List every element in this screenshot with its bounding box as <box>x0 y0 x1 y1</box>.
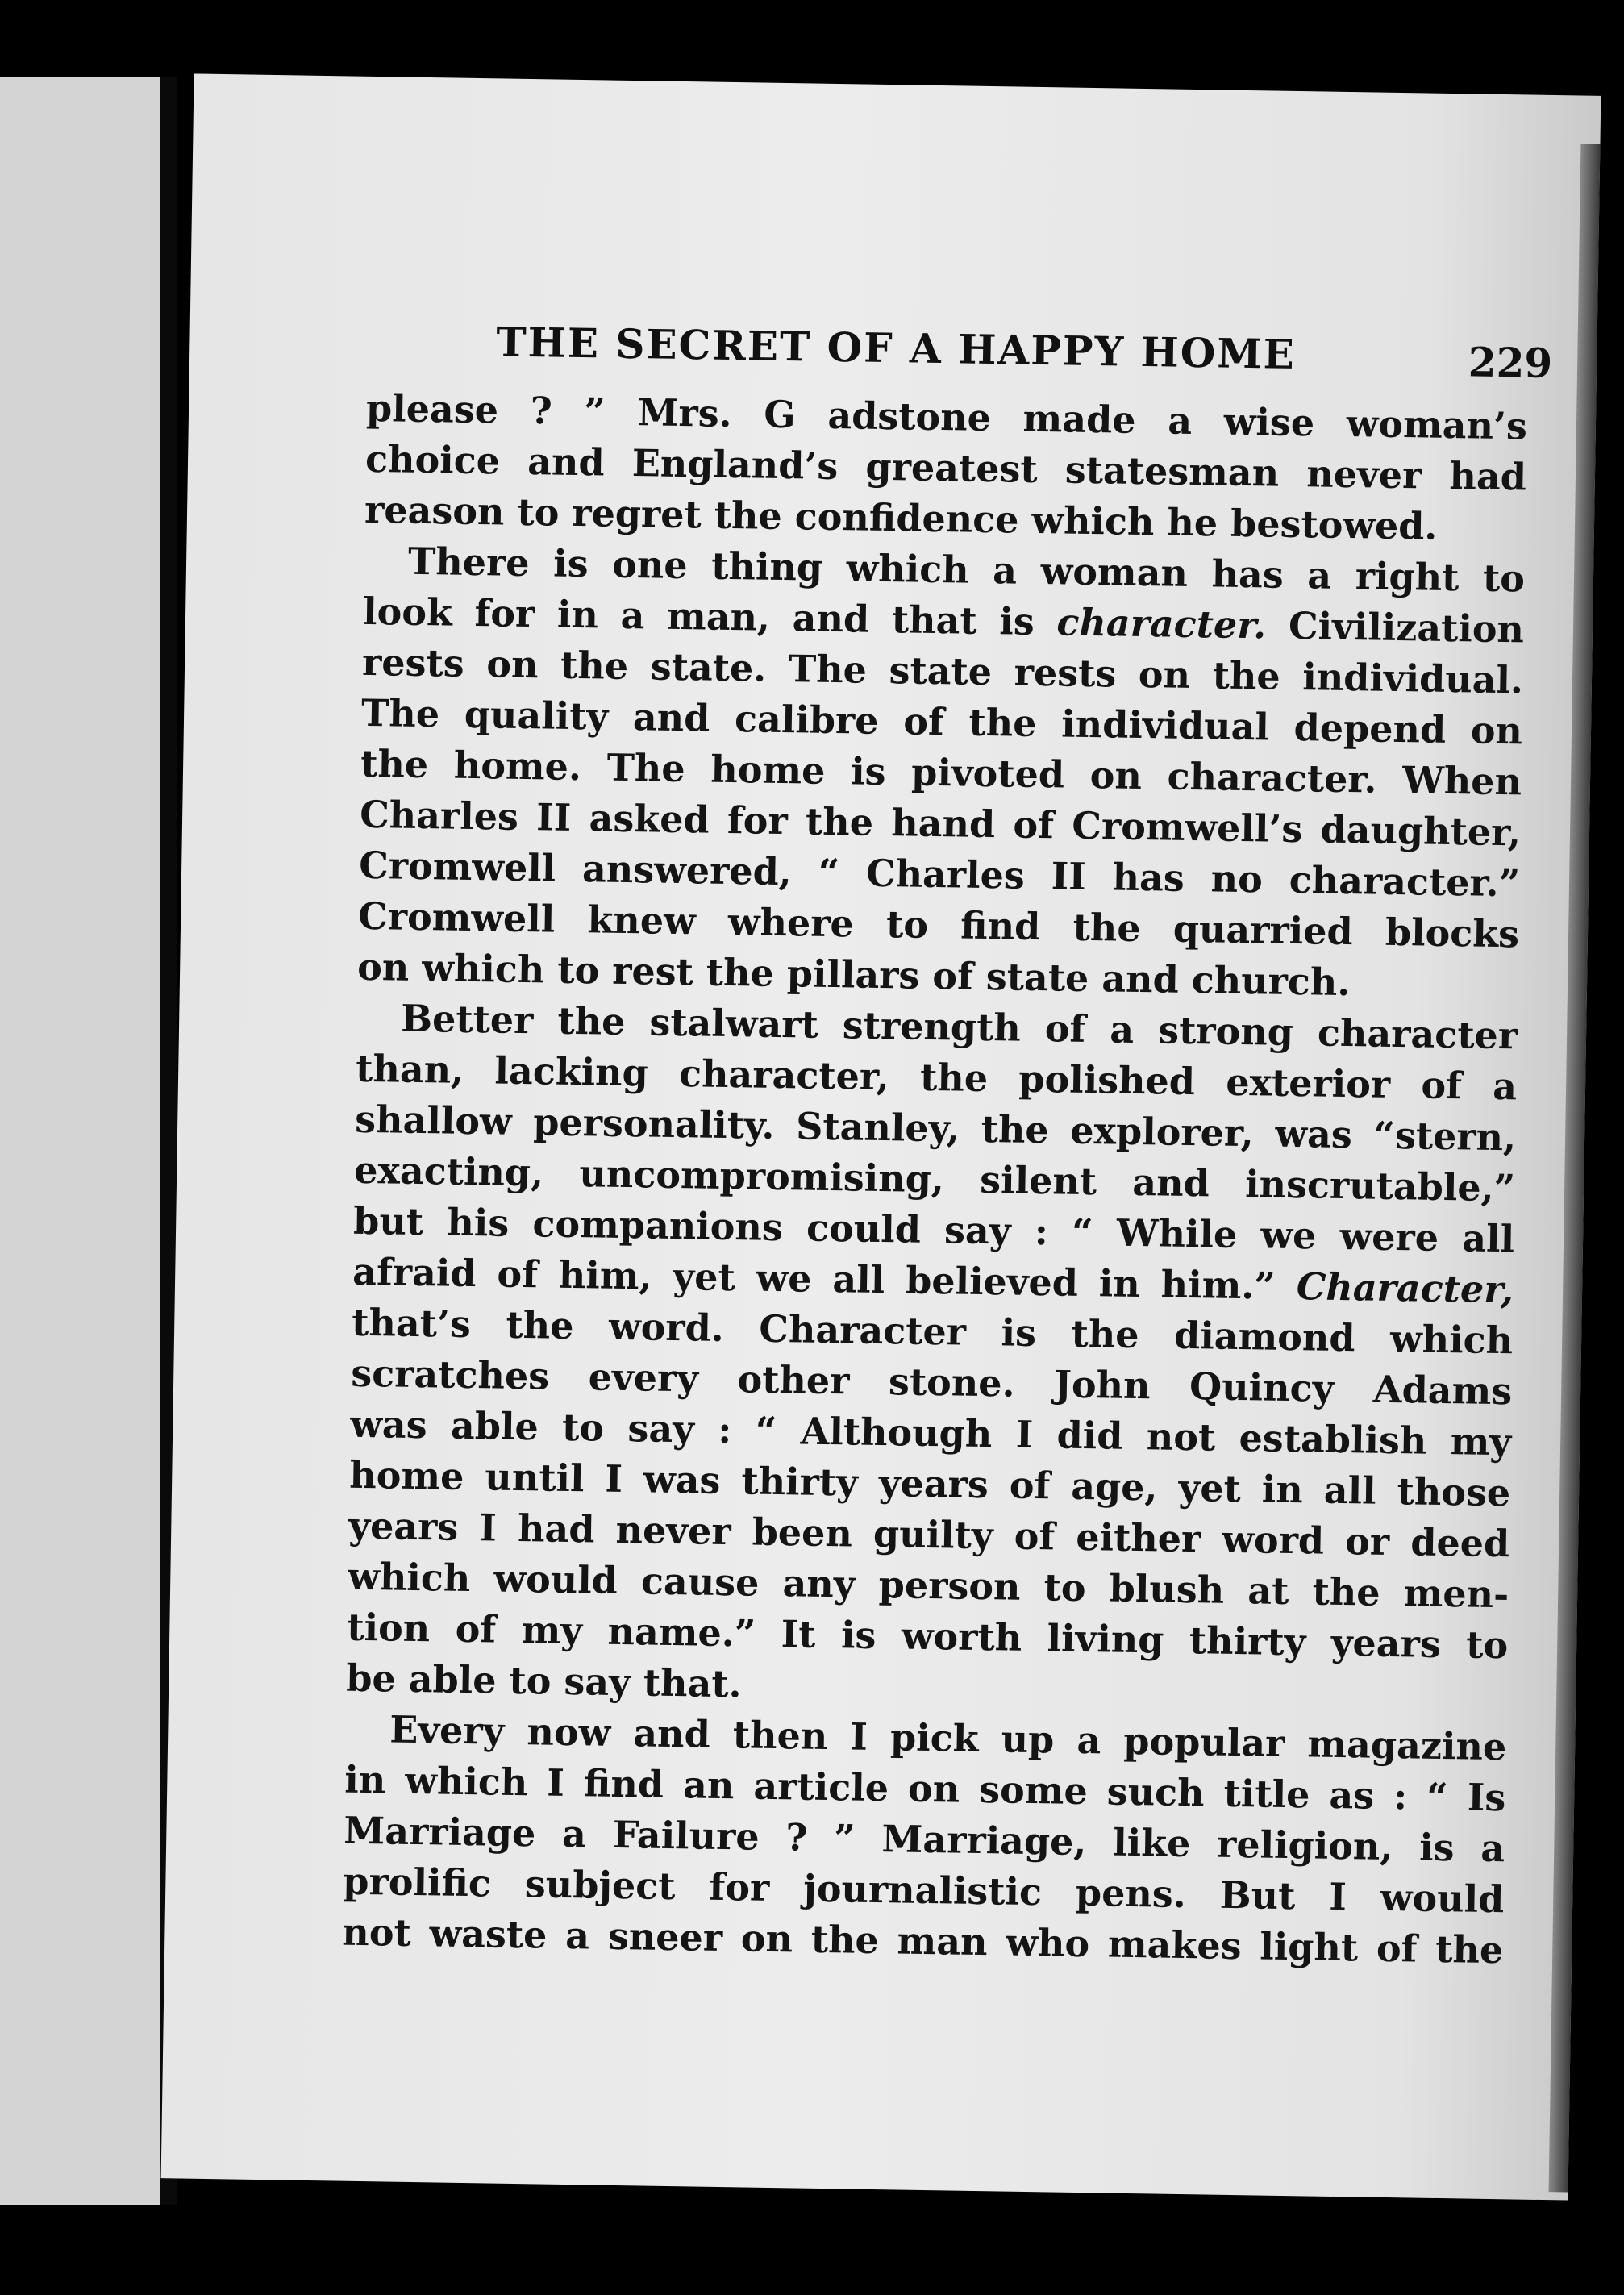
italic-word: character. <box>1056 600 1267 648</box>
text-line: reason to regret the confidence which he bestowed. <box>364 487 1438 548</box>
text-line: tion of my name.” It is worth living thirty years to <box>346 1605 1509 1668</box>
italic-word: Character, <box>1296 1264 1514 1312</box>
text-span: afraid of him, yet we all believed in him.” <box>352 1249 1276 1308</box>
text-line: There is one thing which a woman has a right to <box>407 539 1526 601</box>
page-number: 229 <box>1468 338 1553 387</box>
text-line: The quality and calibre of the individual depend on <box>360 690 1523 753</box>
text-line: the home. The home is pivoted on character. When <box>360 741 1522 804</box>
text-line: was able to say : “ Although I did not establish my <box>349 1402 1512 1464</box>
running-title: THE SECRET OF A HAPPY HOME <box>495 318 1297 378</box>
text-line: which would cause any person to blush at the men- <box>347 1554 1509 1617</box>
text-line: scratches every other stone. John Quincy Adams <box>350 1351 1513 1414</box>
text-line: home until I was thirty years of age, yet in all those <box>348 1452 1511 1515</box>
text-span: look for in a man, and that is <box>362 589 1035 644</box>
text-line: Cromwell knew where to find the quarried blocks <box>357 893 1520 956</box>
text-line: not waste a sneer on the man who makes light of the <box>342 1910 1504 1972</box>
text-line: Cromwell answered, “ Charles II has no character.” <box>358 843 1521 906</box>
text-line: exacting, uncompromising, silent and inscrutable,” <box>353 1148 1516 1210</box>
text-line: Marriage a Failure ? ” Marriage, like religion, is a <box>343 1808 1505 1871</box>
text-line: shallow personality. Stanley, the explorer, was “stern, <box>354 1097 1517 1160</box>
body-text <box>342 383 1527 1976</box>
text-line: years I had never been guilty of either word or deed <box>348 1503 1510 1566</box>
text-span: Civilization <box>1288 603 1525 652</box>
left-page-edge <box>0 77 160 2205</box>
page-edge-shadow <box>1549 144 1601 2192</box>
text-line: in which I find an article on some such title as : “ Is <box>344 1757 1506 1820</box>
text-line: be able to say that. <box>345 1656 743 1706</box>
text-line: prolific subject for journalistic pens. But I would <box>343 1859 1505 1922</box>
text-line: Better the stalwart strength of a strong character <box>400 996 1518 1058</box>
text-line: choice and England’s greatest statesman never had <box>364 436 1527 499</box>
text-line: Charles II asked for the hand of Cromwell’s daughter, <box>359 792 1522 855</box>
text-line: on which to rest the pillars of state and church. <box>356 944 1351 1005</box>
page-header <box>496 308 1553 398</box>
text-line: that’s the word. Character is the diamond which <box>351 1300 1514 1363</box>
text-line: Every now and then I pick up a popular magazine <box>389 1707 1507 1769</box>
book-page <box>161 73 1601 2200</box>
text-line: but his companions could say : “ While we were all <box>352 1198 1515 1261</box>
text-line: please ? ” Mrs. G adstone made a wise woman’s <box>365 385 1528 448</box>
text-line: than, lacking character, the polished exterior of a <box>355 1046 1518 1109</box>
text-line: rests on the state. The state rests on the individual. <box>361 639 1524 702</box>
